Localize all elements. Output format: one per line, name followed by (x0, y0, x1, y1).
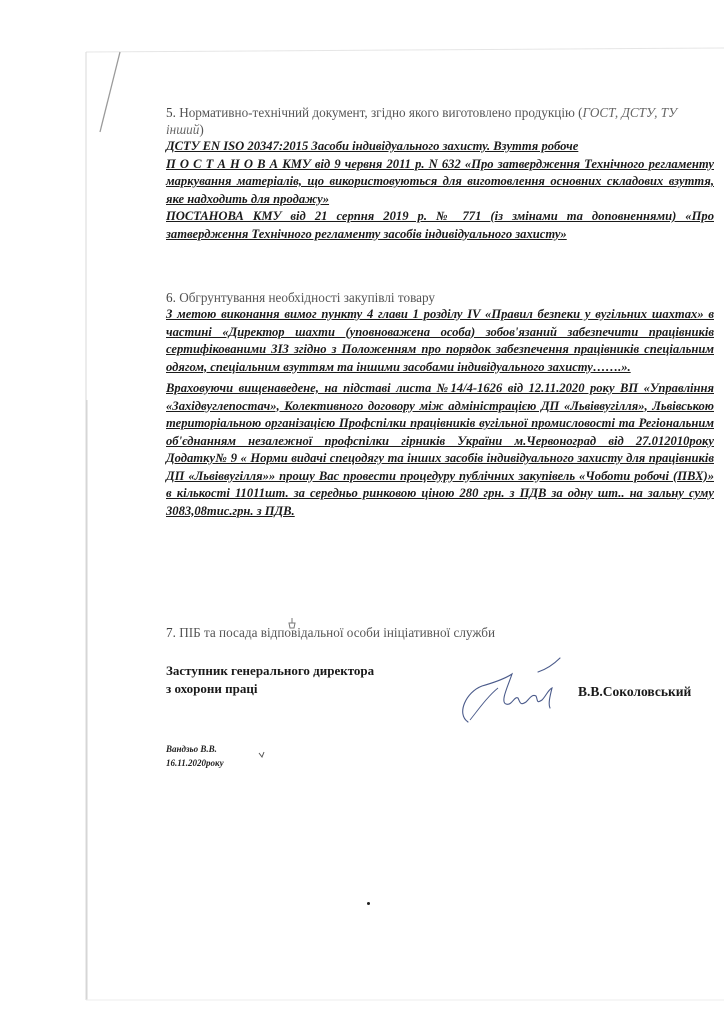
ink-dot (367, 902, 370, 905)
justification-paragraph: З метою виконання вимог пункту 4 глави 1 розділу IV «Правил безпеки у вугільних шахтах» в частині «Директор шахти (уповноважена особа) зобов'язаний забезпечити працівників сертифікованими ЗІЗ згідно з Положенням про порядок забезпечення працівників спеціальним одягом, спеціальним взуттям та іншими засобами індивідуального захисту…….». (166, 307, 714, 374)
section-6 (166, 289, 714, 520)
handwritten-signature (448, 652, 578, 732)
executor-date: 16.11.2020року (166, 758, 224, 768)
section-7-number: 7. (166, 625, 176, 640)
signature-block (166, 662, 714, 732)
tick-mark-icon (258, 751, 266, 759)
section-7-label: ПІБ та посада відповідальної особи ініціативної служби (179, 625, 496, 640)
section-5-label: Нормативно-технічний документ, згідно якого виготовлено продукцію ( (179, 105, 583, 120)
standard-dstu: ДСТУ EN ISO 20347:2015 Засоби індивідуального захисту. Взуття робоче (166, 139, 579, 153)
section-5-label-italic: ГОСТ, ДСТУ, ТУ інший (166, 105, 677, 137)
resolution-771: ПОСТАНОВА КМУ від 21 серпня 2019 р. № 771 (із змінами та доповненнями) «Про затвердження Технічного регламенту засобів індивідуального захисту» (166, 209, 714, 241)
section-5 (166, 104, 714, 243)
section-7 (166, 624, 714, 641)
section-6-number: 6. (166, 290, 176, 305)
section-6-heading (166, 289, 714, 306)
section-6-label: Обгрунтування необхідності закупівлі товару (179, 290, 435, 305)
section-5-label-close: ) (199, 122, 204, 137)
position-line-2: з охорони праці (166, 681, 258, 696)
resolution-632: П О С Т А Н О В А КМУ від 9 червня 2011 р. N 632 «Про затвердження Технічного регламенту маркування матеріалів, що використовуються для виготовлення основних складових взуття, яке надходить для продажу» (166, 156, 714, 206)
section-6-body (166, 306, 714, 520)
section-5-body (166, 138, 714, 243)
executor-block (166, 742, 224, 770)
executor-name: Вандзьо В.В. (166, 744, 217, 754)
small-mark-icon (287, 617, 297, 629)
section-5-heading (166, 104, 714, 138)
position-line-1: Заступник генерального директора (166, 663, 375, 678)
section-5-number: 5. (166, 105, 176, 120)
signatory-position (166, 662, 374, 698)
signatory-name: В.В.Соколовський (578, 684, 692, 699)
section-7-heading (166, 624, 714, 641)
request-paragraph: Враховуючи вищенаведене, на підставі листа №14/4-1626 від 12.11.2020 року ВП «Управління «Західвуглепостач», Колективного договору між адміністрацією ДП «Львіввугілля», Львівською територіальною організацією Профспілки працівників вугільної промисловості та Регіональним об'єднанням незалежної профспілки гірників України м.Червоноград від 27.012010року Додатку№ 9 « Норми видачі спецодягу та інших засобів індивідуального захисту для працівників ДП «Львіввугілля»» прошу Вас провести процедуру публічних закупівель «Чоботи робочі (ПВХ)» в кількості 11011шт. за середньо ринковою ціною 280 грн. з ПДВ за одну шт.. на зальну суму 3083,08тис.грн. з ПДВ. (166, 381, 714, 518)
